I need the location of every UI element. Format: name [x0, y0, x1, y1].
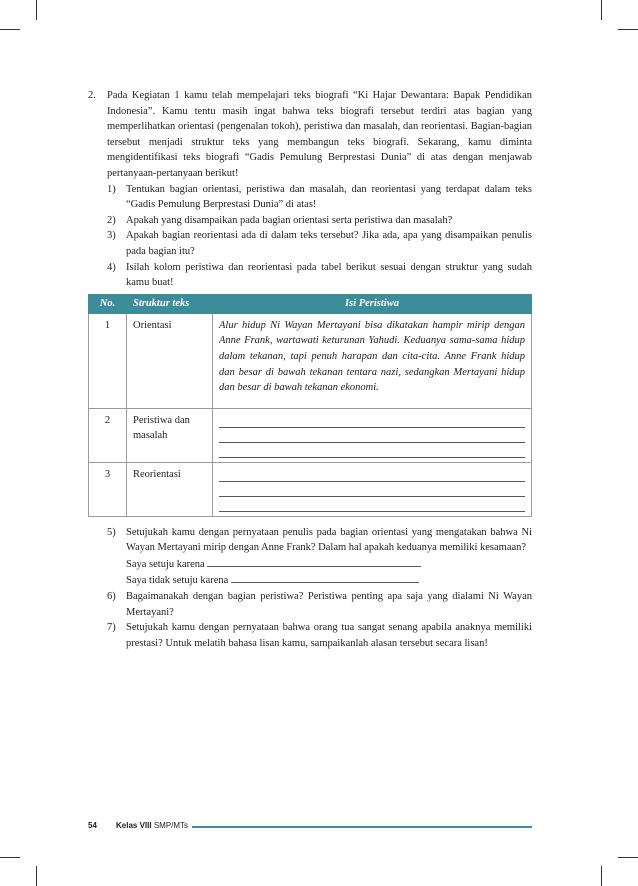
row-number: 1: [89, 313, 127, 408]
answer-line[interactable]: [219, 482, 525, 497]
question-list-a: [88, 182, 532, 291]
row-structure: Peristiwa dan masalah: [127, 408, 213, 462]
question-item: [88, 228, 532, 259]
page-content: [88, 88, 532, 651]
table-row: [89, 462, 532, 516]
row-number: 3: [89, 462, 127, 516]
question-text: Apakah bagian reorientasi ada di dalam teks tersebut? Jika ada, apa yang disampaikan penulis pada bagian itu?: [126, 230, 532, 257]
item-number: 2.: [88, 90, 96, 101]
question-item: [88, 213, 532, 229]
answer-line[interactable]: [219, 428, 525, 443]
question-item: [88, 620, 532, 651]
question-text: Setujukah kamu dengan pernyataan penulis pada bagian orientasi yang mengatakan bahwa Ni Wayan Mertayani mirip dengan Anne Frank? Dalam hal apakah keduanya memiliki kesamaan?: [126, 526, 532, 554]
row-content: Alur hidup Ni Wayan Mertayani bisa dikatakan hampir mirip dengan Anne Frank, wartawati keturunan Yahudi. Keduanya sama-sama hidup dalam tekanan, tapi penuh harapan dan cita-cita. Anne Frank hidup dan besar di bawah tekanan tentara nazi, sedangkan Mertayani hidup dan besar di bawah tekanan ekonomi.: [213, 313, 532, 408]
answer-line[interactable]: [219, 443, 525, 458]
exercise-paragraph: Pada Kegiatan 1 kamu telah mempelajari teks biografi “Ki Hajar Dewantara: Bapak Pendidikan Indonesia”. Kamu tentu masih ingat bahwa teks biografi tersebut terdiri atas bagian yang memperlihatkan orientasi (pengenalan tokoh), peristiwa dan masalah, dan reorientasi. Bagian-bagian tersebut menjadi struktur teks yang membangun teks biografi. Sekarang, kamu diminta mengidentifikasi teks biografi “Gadis Pemulung Berprestasi Dunia” di atas dengan menjawab pertanyaan-pertanyaan berikut!: [107, 90, 532, 179]
question-text: Bagaimanakah dengan bagian peristiwa? Peristiwa penting apa saja yang dialami Ni Wayan Mertayani?: [126, 591, 532, 618]
question-text: Apakah yang disampaikan pada bagian orientasi serta peristiwa dan masalah?: [126, 214, 453, 226]
answer-line[interactable]: [219, 413, 525, 428]
footer-rule: [192, 826, 532, 828]
crop-mark: [36, 866, 37, 886]
page-number: 54: [88, 821, 97, 830]
question-item: [88, 589, 532, 620]
disagree-label: Saya tidak setuju karena: [126, 575, 229, 587]
answer-area[interactable]: [213, 408, 532, 462]
page-footer: [88, 821, 532, 835]
disagree-answer-blank[interactable]: [231, 572, 419, 583]
question-text: Setujukah kamu dengan pernyataan bahwa orang tua sangat senang apabila anaknya memiliki prestasi? Untuk melatih bahasa lisan kamu, sampaikanlah alasan tersebut secara lisan!: [126, 622, 532, 649]
question-marker: 4): [107, 261, 116, 273]
crop-mark: [618, 857, 638, 858]
table-row: [89, 408, 532, 462]
table-row: [89, 313, 532, 408]
crop-mark: [601, 0, 602, 20]
agree-label: Saya setuju karena: [126, 558, 205, 570]
crop-mark: [618, 29, 638, 30]
answer-line[interactable]: [219, 467, 525, 482]
header-struktur: Struktur teks: [127, 294, 213, 313]
row-number: 2: [89, 408, 127, 462]
structure-table: [88, 294, 532, 517]
question-marker: 2): [107, 214, 116, 226]
question-marker: 7): [107, 622, 116, 634]
book-title: [116, 821, 188, 830]
row-structure: Orientasi: [127, 313, 213, 408]
agree-answer-blank[interactable]: [207, 556, 421, 567]
header-no: No.: [89, 294, 127, 313]
question-item: [88, 525, 532, 556]
header-isi: Isi Peristiwa: [213, 294, 532, 313]
crop-mark: [0, 29, 20, 30]
answer-area[interactable]: [213, 462, 532, 516]
disagree-line: [88, 572, 532, 589]
question-marker: 6): [107, 591, 116, 603]
question-text: Tentukan bagian orientasi, peristiwa dan masalah, dan reorientasi yang terdapat dalam teks “Gadis Pemulung Berprestasi Dunia” di atas!: [126, 183, 532, 211]
exercise-item-2: [88, 88, 532, 182]
question-text: Isilah kolom peristiwa dan reorientasi pada tabel berikut sesuai dengan struktur yang sudah kamu buat!: [126, 261, 532, 289]
question-item: [88, 182, 532, 213]
question-marker: 5): [107, 526, 116, 538]
crop-mark: [601, 866, 602, 886]
book-class: Kelas VIII: [116, 821, 152, 830]
book-level: SMP/MTs: [153, 821, 189, 830]
table-header-row: [89, 294, 532, 313]
crop-mark: [36, 0, 37, 20]
row-structure: Reorientasi: [127, 462, 213, 516]
question-marker: 3): [107, 230, 116, 242]
answer-line[interactable]: [219, 497, 525, 512]
agree-line: [88, 556, 532, 573]
question-item: [88, 260, 532, 291]
question-marker: 1): [107, 183, 116, 195]
crop-mark: [0, 857, 20, 858]
